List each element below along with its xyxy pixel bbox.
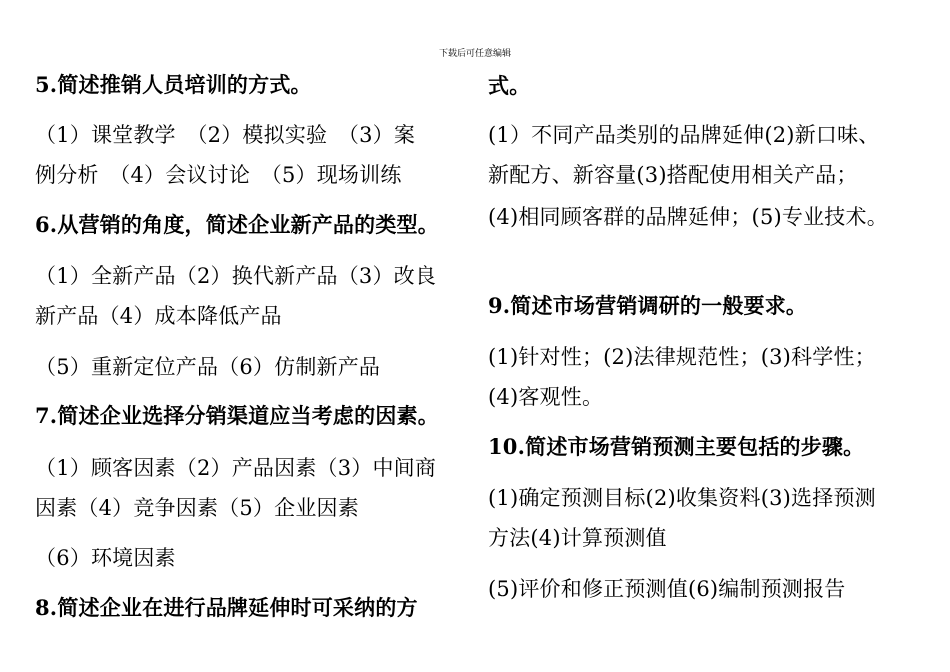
- answer-5-line-1: （1）课堂教学 （2）模拟实验 （3）案: [35, 123, 416, 147]
- question-8-title-cont: 式。: [488, 73, 531, 98]
- answer-8-line-2: 新配方、新容量(3)搭配使用相关产品；: [488, 163, 858, 187]
- answer-7-line-2: 因素（4）竞争因素（5）企业因素: [35, 496, 359, 520]
- answer-6-line-1: （1）全新产品（2）换代新产品（3）改良: [35, 264, 437, 288]
- answer-8-line-1: (1）不同产品类别的品牌延伸(2)新口味、: [488, 123, 880, 147]
- answer-9-line-1: (1)针对性；(2)法律规范性；(3)科学性；: [488, 345, 876, 369]
- answer-7-line-3: （6）环境因素: [35, 546, 176, 570]
- question-6-title: 6.从营销的角度，简述企业新产品的类型。: [35, 212, 439, 237]
- question-10-title: 10.简述市场营销预测主要包括的步骤。: [488, 434, 865, 459]
- answer-9-line-2: (4)客观性。: [488, 385, 604, 409]
- page-header: 下载后可任意编辑: [438, 49, 511, 59]
- answer-7-line-1: （1）顾客因素（2）产品因素（3）中间商: [35, 456, 437, 480]
- question-8-title: 8.简述企业在进行品牌延伸时可采纳的方: [35, 595, 418, 620]
- question-9-title: 9.简述市场营销调研的一般要求。: [488, 293, 808, 318]
- answer-5-line-2: 例分析 （4）会议讨论 （5）现场训练: [35, 163, 402, 187]
- answer-10-line-3: (5)评价和修正预测值(6)编制预测报告: [488, 577, 846, 601]
- question-5-title: 5.简述推销人员培训的方式。: [35, 72, 312, 97]
- question-7-title: 7.简述企业选择分销渠道应当考虑的因素。: [35, 403, 439, 428]
- answer-10-line-2: 方法(4)计算预测值: [488, 526, 667, 550]
- answer-6-line-3: （5）重新定位产品（6）仿制新产品: [35, 355, 381, 379]
- answer-6-line-2: 新产品（4）成本降低产品: [35, 304, 282, 328]
- answer-10-line-1: (1)确定预测目标(2)收集资料(3)选择预测: [488, 486, 876, 510]
- answer-8-line-3: (4)相同顾客群的品牌延伸；(5)专业技术。: [488, 205, 888, 229]
